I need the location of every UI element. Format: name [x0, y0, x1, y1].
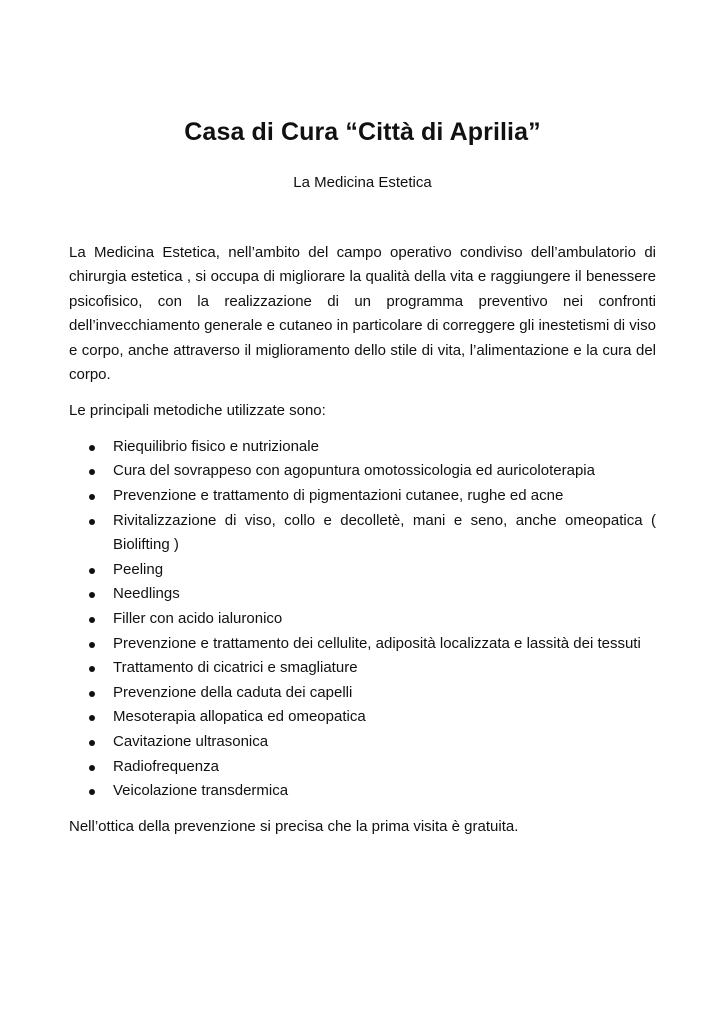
- bullet-icon: [89, 445, 95, 451]
- bullet-icon: [89, 691, 95, 697]
- list-item: [69, 681, 656, 706]
- list-item-text: Prevenzione della caduta dei capelli: [113, 683, 353, 701]
- intro-paragraph: La Medicina Estetica, nell’ambito del campo operativo condiviso dell’ambulatorio di chirurgia estetica , si occupa di migliorare la qualità della vita e raggiungere il benessere psicofisico, con la realizzazione di un programma preventivo nei confronti dell’invecchiamento generale e cutaneo in particolare di correggere gli inestetismi di viso e corpo, anche attraverso il miglioramento dello stile di vita, l’alimentazione e la cura del corpo.: [69, 244, 656, 384]
- list-item: [69, 484, 656, 509]
- bullet-icon: [89, 494, 95, 500]
- bullet-icon: [89, 789, 95, 795]
- list-item-text: Riequilibrio fisico e nutrizionale: [113, 437, 319, 455]
- closing-paragraph: Nell’ottica della prevenzione si precisa che la prima visita è gratuita.: [69, 817, 519, 835]
- list-item: [69, 607, 656, 632]
- list-item: [69, 730, 656, 755]
- list-item-text: Cavitazione ultrasonica: [113, 732, 269, 750]
- list-item: [69, 632, 656, 657]
- list-item: [69, 459, 656, 484]
- bullet-icon: [89, 469, 95, 475]
- list-item: [69, 779, 656, 804]
- bullet-icon: [89, 617, 95, 623]
- list-item-text: Cura del sovrappeso con agopuntura omotossicologia ed auricoloterapia: [113, 462, 595, 480]
- methods-lead: Le principali metodiche utilizzate sono:: [69, 402, 326, 420]
- list-item-text: Prevenzione e trattamento dei cellulite, adiposità localizzata e lassità dei tessuti: [113, 634, 641, 652]
- list-item-text: Veicolazione transdermica: [113, 782, 289, 800]
- bullet-icon: [89, 592, 95, 598]
- list-item: [69, 435, 656, 460]
- list-item: [69, 755, 656, 780]
- list-item-text: Radiofrequenza: [113, 757, 219, 775]
- list-item-text: Mesoterapia allopatica ed omeopatica: [113, 708, 366, 726]
- list-item-text: Trattamento di cicatrici e smagliature: [113, 659, 358, 677]
- bullet-icon: [89, 666, 95, 672]
- list-item: [69, 705, 656, 730]
- list-item-text: Rivitalizzazione di viso, collo e decolletè, mani e seno, anche omeopatica ( Biolifting ): [113, 511, 656, 554]
- list-item: [69, 656, 656, 681]
- document-subtitle: La Medicina Estetica: [293, 174, 432, 191]
- bullet-icon: [89, 715, 95, 721]
- list-item-text: Filler con acido ialuronico: [113, 610, 283, 627]
- bullet-icon: [89, 519, 95, 525]
- methods-list: [69, 435, 656, 804]
- list-item: [69, 558, 656, 583]
- list-item: [69, 582, 656, 607]
- list-item-text: Prevenzione e trattamento di pigmentazioni cutanee, rughe ed acne: [113, 487, 564, 505]
- list-item-text: Needlings: [113, 585, 180, 603]
- document-body: [69, 241, 656, 839]
- bullet-icon: [89, 765, 95, 771]
- bullet-icon: [89, 740, 95, 746]
- list-item-text: Peeling: [113, 560, 164, 578]
- bullet-icon: [89, 568, 95, 574]
- list-item: [69, 509, 656, 558]
- bullet-icon: [89, 642, 95, 648]
- document-title: Casa di Cura “Città di Aprilia”: [184, 118, 541, 146]
